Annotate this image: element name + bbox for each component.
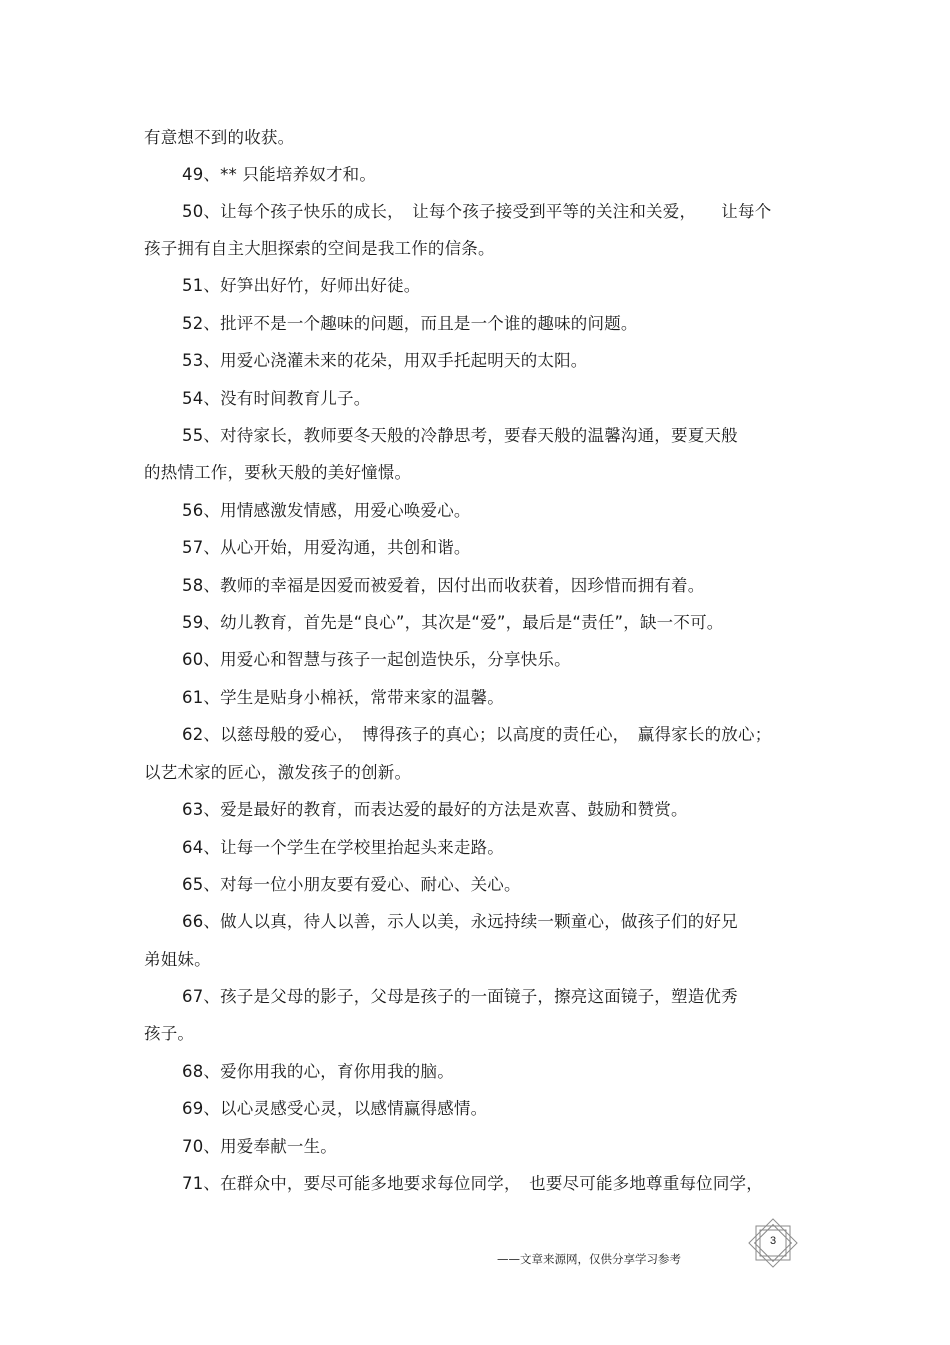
text-line: 67、孩子是父母的影子，父母是孩子的一面镜子，擦亮这面镜子，塑造优秀	[182, 987, 738, 1006]
text-line: 49、** 只能培养奴才和。	[182, 165, 377, 184]
text-line: 孩子拥有自主大胆探索的空间是我工作的信条。	[144, 239, 495, 258]
text-line: 57、从心开始，用爱沟通，共创和谐。	[182, 538, 471, 557]
text-line: 的热情工作，要秋天般的美好憧憬。	[144, 463, 412, 482]
text-line: 62、以慈母般的爱心， 博得孩子的真心；以高度的责任心， 赢得家长的放心；	[182, 725, 772, 744]
text-line: 52、批评不是一个趣味的问题，而且是一个谁的趣味的问题。	[182, 314, 638, 333]
text-line: 59、幼儿教育，首先是“良心”，其次是“爱”，最后是“责任”，缺一不可。	[182, 613, 724, 632]
text-line: 50、让每个孩子快乐的成长， 让每个孩子接受到平等的关注和关爱， 让每个	[182, 202, 772, 221]
text-line: 55、对待家长，教师要冬天般的冷静思考，要春天般的温馨沟通，要夏天般	[182, 426, 738, 445]
text-line: 65、对每一位小朋友要有爱心、耐心、关心。	[182, 875, 521, 894]
page-number-badge	[748, 1218, 798, 1268]
text-line: 53、用爱心浇灌未来的花朵，用双手托起明天的太阳。	[182, 351, 588, 370]
text-line: 54、没有时间教育儿子。	[182, 389, 371, 408]
text-line: 64、让每一个学生在学校里抬起头来走路。	[182, 838, 504, 857]
text-line: 60、用爱心和智慧与孩子一起创造快乐，分享快乐。	[182, 650, 571, 669]
footer-source-note: ——文章来源网，仅供分享学习参考	[497, 1252, 681, 1266]
text-line: 63、爱是最好的教育，而表达爱的最好的方法是欢喜、鼓励和赞赏。	[182, 800, 688, 819]
text-line: 以艺术家的匠心，激发孩子的创新。	[144, 763, 412, 782]
text-line: 70、用爱奉献一生。	[182, 1137, 337, 1156]
text-line: 51、好笋出好竹，好师出好徒。	[182, 276, 421, 295]
text-line: 56、用情感激发情感，用爱心唤爱心。	[182, 501, 471, 520]
text-line: 孩子。	[144, 1024, 195, 1043]
text-line: 61、学生是贴身小棉袄，常带来家的温馨。	[182, 688, 504, 707]
text-line: 弟姐妹。	[144, 950, 211, 969]
text-line: 有意想不到的收获。	[144, 128, 295, 147]
text-line: 71、在群众中，要尽可能多地要求每位同学， 也要尽可能多地尊重每位同学，	[182, 1174, 763, 1193]
text-line: 68、爱你用我的心，育你用我的脑。	[182, 1062, 454, 1081]
text-line: 58、教师的幸福是因爱而被爱着，因付出而收获着，因珍惜而拥有着。	[182, 576, 705, 595]
text-line: 69、以心灵感受心灵，以感情赢得感情。	[182, 1099, 488, 1118]
text-line: 66、做人以真，待人以善，示人以美，永远持续一颗童心，做孩子们的好兄	[182, 912, 738, 931]
page-number: 3	[769, 1235, 777, 1247]
